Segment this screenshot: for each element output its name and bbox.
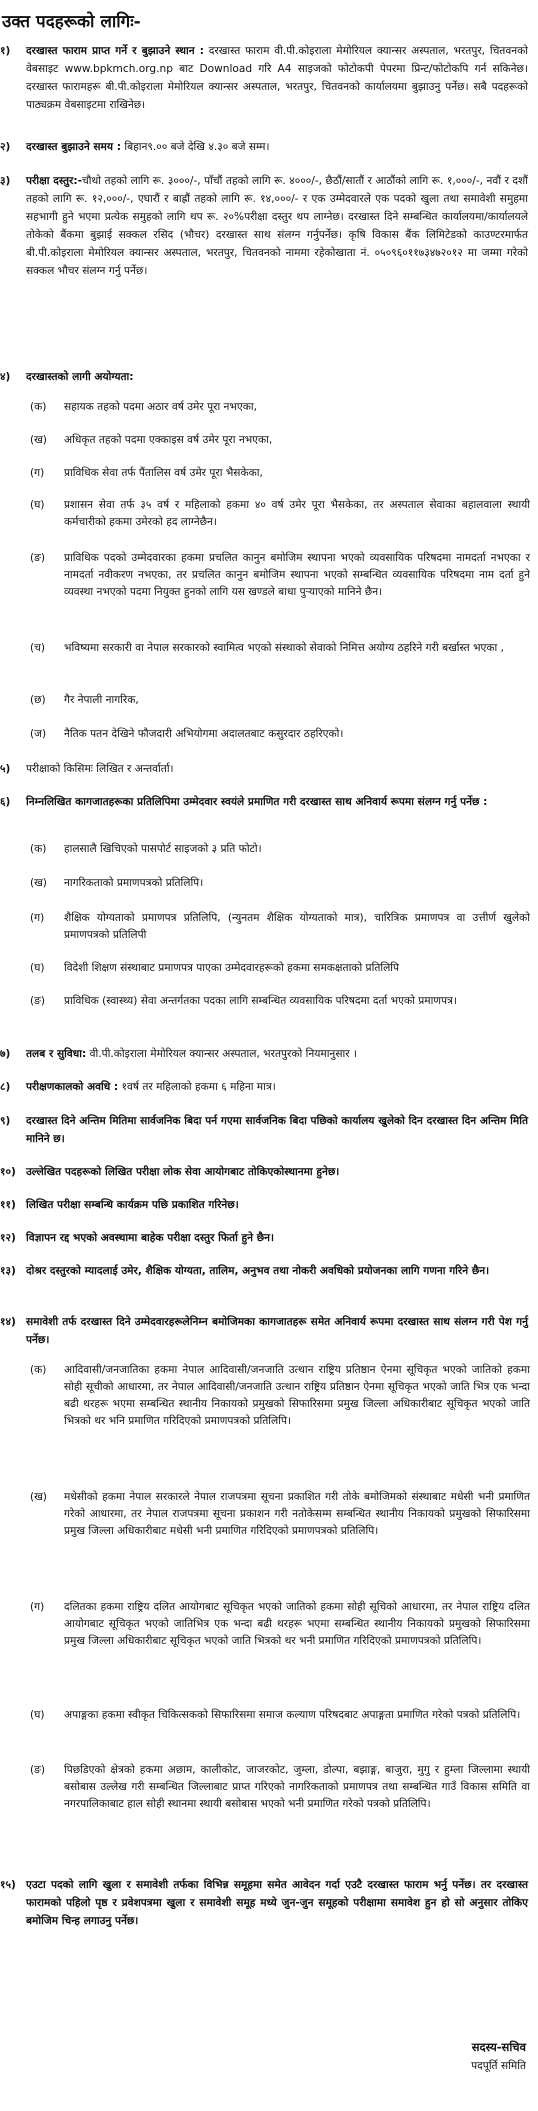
- item-text: नागरिकताको प्रमाणपत्रको प्रतिलिपि।: [64, 877, 204, 889]
- section-title: दरखास्तको लागी अयोग्यता:: [26, 371, 134, 383]
- section-number: ६): [0, 796, 11, 808]
- section-text: दरखास्त फाराम वी.पी.कोइराला मेमोरियल क्यान्सर अस्पताल, भरतपुर, चितवनको वेबसाइट www.bpkmch.org.np बाट Download गरि A4 साइजको फोटोकपी पेपरमा प्रिन्ट/फोटोकपि गर्न सकिनेछ। दरखास्त फारामहरू बी.पी.कोइराला मेमोरियल क्यान्सर अस्पताल, भरतपुर, चितवनको कार्यालयमा बुझाउनु पर्नेछ। सबै पदहरूको पाठ्यक्रम वेबसाइटमा राखिनेछ।: [26, 45, 528, 111]
- section-title: दरखास्त फाराम प्राप्त गर्ने र बुझाउने स्थान :: [26, 45, 204, 57]
- item-label: (घ): [30, 499, 45, 511]
- section-exam-location: [0, 1163, 528, 1181]
- section-text: परीक्षाको किसिमः लिखित र अन्तर्वार्ता।: [26, 763, 174, 775]
- item-text: आदिवासी/जनजातिका हकमा नेपाल आदिवासी/जनजाति उत्थान राष्ट्रिय प्रतिष्ठान ऐनमा सूचिकृत भएको जातिको हकमा सोही सूचीको आधारमा, तर नेपाल आदिवासी/जनजाति उत्थान राष्ट्रिय प्रतिष्ठान ऐनमा सूचिकृत भएको जाति भित्र एक भन्दा बढी थरहरू भएमा सम्बन्धित स्थानीय निकायको प्रमुखको सिफारिसमा प्रमुख जिल्ला अधिकारीबाट सूचिकृत भएको जाति भित्रको थर भनि प्रमाणित गरिदिएको प्रमाणपत्रको प्रतिलिपि।: [64, 1364, 530, 1427]
- section-text: बिहान९.०० बजे देखि ४.३० बजे सम्म।: [120, 141, 270, 153]
- item-label: (घ): [30, 1709, 45, 1721]
- item-label: (ग): [30, 467, 45, 479]
- section-number: ५): [0, 763, 11, 775]
- item-text: शैक्षिक योग्यताको प्रमाणपत्र प्रतिलिपि, (न्युनतम शैक्षिक योग्यताको मात्र), चारित्रिक प्रमाणपत्र वा उत्तीर्ण खुलेको प्रमाणपत्रको प्रतिलिपी: [64, 912, 530, 941]
- section-number: १०): [0, 1166, 16, 1178]
- item-text: विदेशी शिक्षण संस्थाबाट प्रमाणपत्र पाएका उम्मेदवारहरूको हकमा समकक्षताको प्रतिलिपि: [64, 962, 400, 974]
- section-number: ४): [0, 371, 11, 383]
- section-text: समावेशी तर्फ दरखास्त दिने उम्मेदवारहरूलेनिम्न बमोजिमका कागजातहरू समेत अनिवार्य रूपमा दरखास्त साथ संलग्न गरी पेश गर्नु पर्नेछ।: [26, 1316, 528, 1346]
- item-label: (ख): [30, 877, 47, 889]
- section-submission-time: [0, 138, 528, 156]
- item-label: (च): [30, 642, 45, 654]
- section-number: ७): [0, 1048, 11, 1060]
- disqualification-item: [30, 399, 530, 416]
- section-text: वी.पी.कोइराला मेमोरियल क्यान्सर अस्पताल, भरतपुरको नियमानुसार ।: [86, 1048, 357, 1060]
- disqualification-item: [30, 432, 530, 449]
- section-number: १२): [0, 1232, 16, 1244]
- item-label: (ज): [30, 728, 47, 740]
- item-label: (क): [30, 401, 47, 413]
- section-exam-fee: [0, 172, 528, 280]
- document-item: [30, 960, 530, 977]
- section-title: परीक्षणकालको अवधि :: [26, 1081, 119, 1093]
- disqualification-item: [30, 550, 530, 601]
- disqualification-item: [30, 692, 530, 709]
- item-text: प्रशासन सेवा तर्फ ३५ वर्ष र महिलाको हकमा ४० वर्ष उमेर पूरा भैसकेका, तर अस्पताल सेवाका बहालवाला स्थायी कर्मचारीको हकमा उमेरको हद लाग्नेछैन।: [64, 499, 530, 528]
- disqualification-item: [30, 726, 530, 743]
- item-text: प्राविधिक सेवा तर्फ पैंतालिस वर्ष उमेर पूरा भैसकेका,: [64, 467, 263, 479]
- signature-title: सदस्य-सचिव: [471, 2040, 526, 2054]
- item-text: प्राविधिक पदको उम्मेदवारका हकमा प्रचलित कानुन बमोजिम स्थापना भएको व्यवसायिक परिषदमा नामदर्ता नभएका र नामदर्ता नवीकरण नभएका, तर प्रचलित कानुन बमोजिम स्थापना भएको सम्बन्धित व्यवसायिक परिषदमा नाम दर्ता हुने व्यवस्था नभएको पदमा नियुक्त हुनको लागि यस खण्डले बाधा पुऱ्याएको मानिने छैन।: [64, 552, 530, 598]
- disqualification-item: [30, 640, 530, 657]
- section-number: १): [0, 45, 11, 57]
- item-label: (ङ): [30, 552, 46, 564]
- inclusive-item: [30, 1489, 530, 1540]
- section-single-form: [0, 1876, 528, 1930]
- section-title: तलब र सुविधा:: [26, 1048, 87, 1060]
- item-text: अपाङ्गका हकमा स्वीकृत चिकित्सकको सिफारिसमा समाज कल्याण परिषदबाट अपाङ्गता प्रमाणित गरेको पत्रको प्रतिलिपि।: [64, 1709, 521, 1721]
- section-text: उल्लेखित पदहरूको लिखित परीक्षा लोक सेवा आयोगबाट तोकिएकोस्थानमा हुनेछ।: [26, 1166, 340, 1178]
- item-label: (ङ): [30, 995, 46, 1007]
- item-label: (छ): [30, 694, 46, 706]
- section-text: दोश्रर दस्तुरको म्यादलाई उमेर, शैक्षिक योग्यता, तालिम, अनुभव तथा नोकरी अवधिको प्रयोजनका लागि गणना गरिने छैन।: [26, 1265, 490, 1277]
- item-label: (ख): [30, 434, 47, 446]
- document-item: [30, 993, 530, 1010]
- section-number: ३): [0, 175, 11, 187]
- inclusive-item: [30, 1762, 530, 1813]
- section-deadline-holiday: [0, 1112, 528, 1148]
- section-text: दरखास्त दिने अन्तिम मितिमा सार्वजनिक बिदा पर्न गएमा सार्वजनिक बिदा पछिको कार्यालय खुलेको दिन दरखास्त दिन अन्तिम मिति मानिने छ।: [26, 1115, 528, 1145]
- section-number: १३): [0, 1265, 16, 1277]
- section-text: लिखित परीक्षा सम्बन्धि कार्यक्रम पछि प्रकाशित गरिनेछ।: [26, 1199, 239, 1211]
- section-number: २): [0, 141, 11, 153]
- section-inclusive-documents: [0, 1313, 528, 1349]
- section-exam-type: [0, 760, 528, 778]
- section-required-documents: [0, 793, 528, 811]
- item-text: भविष्यमा सरकारी वा नेपाल सरकारको स्वामित्व भएको संस्थाको सेवाको निमित्त अयोग्य ठहरिने गरी बर्खास्त भएका ,: [64, 642, 504, 654]
- disqualification-item: [30, 465, 530, 482]
- item-text: सहायक तहको पदमा अठार वर्ष उमेर पूरा नभएका,: [64, 401, 257, 413]
- signature-block: [471, 2040, 526, 2073]
- item-label: (ङ): [30, 1764, 46, 1776]
- section-number: १४): [0, 1316, 16, 1328]
- section-text: निम्नलिखित कागजातहरूका प्रतिलिपिमा उम्मेदवार स्वयंले प्रमाणित गरी दरखास्त साथ अनिवार्य रूपमा संलग्न गर्नु पर्नेछ :: [26, 796, 488, 808]
- inclusive-item: [30, 1707, 530, 1724]
- item-text: अधिकृत तहको पदमा एक्काइस वर्ष उमेर पूरा नभएका,: [64, 434, 273, 446]
- section-title: दरखास्त बुझाउने समय :: [26, 141, 121, 153]
- section-text: १वर्ष तर महिलाको हकमा ६ महिना मात्र।: [118, 1081, 276, 1093]
- signature-committee: पदपूर्ति समिति: [471, 2060, 526, 2072]
- section-text: चौथो तहको लागि रू. ३०००/-, पाँचौं तहको लागि रू. ४०००/-, छैठौं/सातौं र आठौंको लागि रू. १,०००/-, नवौं र दशौं तहको लागि रू. १२,०००/-, एघारौं र बाह्रौं तहको लागि रू. १४,०००/- र एक उम्मेदवारले एक पदको खुला तथा समावेशी समुहमा सहभागी हुने भएमा प्रत्येक समुहको लागि थप रू. २०%परीक्षा दस्तुर थप लाग्नेछ। दरखास्त दिने सम्बन्धित कार्यालयमा/कार्यालयले तोकेको बैंकमा बुझाई सक्कल रसिद (भौचर) दरखास्त साथ संलग्न गर्नुपर्नेछ। कृषि विकास बैंक लिमिटेडको काउण्टरमार्फत बी.पी.कोइराला मेमोरियल क्यान्सर अस्पताल, भरतपुर, चितवनको नाममा रहेकोखाता नं. ०५०९६०११७३४७२०१२ मा जम्मा गरेको सक्कल भौचर संलग्न गर्नु पर्नेछ।: [26, 175, 528, 277]
- item-text: प्राविधिक (स्वास्थ्य) सेवा अन्तर्गतका पदका लागि सम्बन्धित व्यवसायिक परिषदमा दर्ता भएको प्रमाणपत्र।: [64, 995, 457, 1007]
- section-probation: [0, 1078, 528, 1096]
- item-label: (ग): [30, 912, 45, 924]
- section-exam-schedule: [0, 1196, 528, 1214]
- section-number: ८): [0, 1081, 11, 1093]
- section-text: विज्ञापन रद्द भएको अवस्थामा बाहेक परीक्षा दस्तुर फिर्ता हुने छैन।: [26, 1232, 275, 1244]
- item-text: हालसालै खिचिएको पासपोर्ट साइजको ३ प्रति फोटो।: [64, 843, 262, 855]
- item-label: (ग): [30, 1601, 45, 1613]
- section-number: ११): [0, 1199, 16, 1211]
- section-text: एउटा पदको लागि खुला र समावेशी तर्फका विभिन्न समूहमा समेत आवेदन गर्दा एउटै दरखास्त फाराम भर्नु पर्नेछ। तर दरखास्त फारामको पहिलो पृष्ठ र प्रवेशपत्रमा खुला र समावेशी समूह मध्ये जुन-जुन समूहको परीक्षामा समावेश हुन हो सो अनुसार तोकिए बमोजिम चिन्ह लगाउनु पर्नेछ।: [26, 1879, 528, 1927]
- section-salary: [0, 1045, 528, 1063]
- item-label: (क): [30, 843, 47, 855]
- item-text: पिछडिएको क्षेत्रको हकमा अछाम, कालीकोट, जाजरकोट, जुम्ला, डोल्पा, बझाङ्ग, बाजुरा, मुगु र हुम्ला जिल्लामा स्थायी बसोबास उल्लेख गरी सम्बन्धित जिल्लाबाट प्राप्त गरिएको नागरिकताको प्रमाणपत्र तथा सम्बन्धित गाउँ विकास समिति वा नगरपालिकाबाट हाल सोही स्थानमा स्थायी बसोबास भएको भनी प्रमाणित गरेको पत्रको प्रतिलिपि।: [64, 1764, 530, 1810]
- item-label: (घ): [30, 962, 45, 974]
- item-text: दलितका हकमा राष्ट्रिय दलित आयोगबाट सूचिकृत भएको जातिको हकमा सोही सूचिको आधारमा, तर नेपाल राष्ट्रिय दलित आयोगबाट सूचिकृत भएको जातिभित्र एक भन्दा बढी थरहरू भएमा सम्बन्धित स्थानीय निकायको प्रमुखको सिफारिसमा प्रमुख जिल्ला अधिकारीबाट सूचिकृत भएको जाति भित्रको थर भनी प्रमाणित गरिदिएको प्रमाणपत्रको प्रतिलिपि।: [64, 1601, 530, 1647]
- notice-heading: उक्त पदहरूको लागिः-: [2, 12, 141, 32]
- item-text: गैर नेपाली नागरिक,: [64, 694, 139, 706]
- document-item: [30, 910, 530, 944]
- item-text: मधेसीको हकमा नेपाल सरकारले नेपाल राजपत्रमा सूचना प्रकाशित गरी तोके बमोजिमको संस्थाबाट मधेसी भनी प्रमाणित गरेको आधारमा, तर नेपाल राजपत्रमा सूचना प्रकाशन गरी नतोकेसम्म सम्बन्धित स्थानीय निकायको प्रमुखको सिफारिसमा प्रमुख जिल्ला अधिकारीबाट मधेसी भनी प्रमाणित गरिदिएको प्रमाणपत्रको प्रतिलिपि।: [64, 1491, 530, 1537]
- section-fee-refund: [0, 1229, 528, 1247]
- section-application-form: [0, 42, 528, 114]
- item-label: (ख): [30, 1491, 47, 1503]
- inclusive-item: [30, 1362, 530, 1430]
- disqualification-item: [30, 497, 530, 531]
- item-text: नैतिक पतन देखिने फौजदारी अभियोगमा अदालतबाट कसुरदार ठहरिएको।: [64, 728, 344, 740]
- section-double-fee: [0, 1262, 528, 1280]
- section-title: परीक्षा दस्तुर:-: [26, 175, 83, 187]
- inclusive-item: [30, 1599, 530, 1650]
- item-label: (क): [30, 1364, 47, 1376]
- section-disqualification: [0, 368, 528, 386]
- section-number: १५): [0, 1879, 16, 1891]
- document-item: [30, 875, 530, 892]
- section-number: ९): [0, 1115, 11, 1127]
- document-item: [30, 841, 530, 858]
